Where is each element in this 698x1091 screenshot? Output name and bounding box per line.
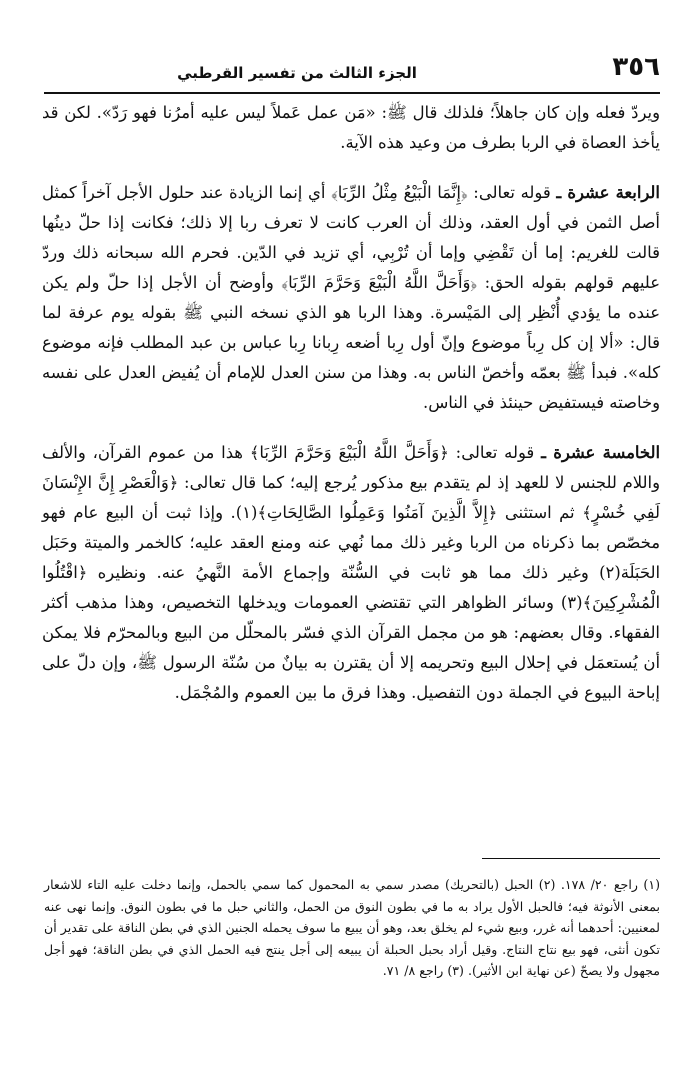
page-header: [44, 52, 660, 92]
footnote-separator: [482, 858, 660, 859]
paragraph-text: ويردّ فعله وإن كان جاهلاً؛ فلذلك قال ﷺ: «مَن عمل عَملاً ليس عليه أمرُنا فهو رَدّ». لكن قد يأخذ العصاة في الربا بطرف من وعيد هذه الآية.: [42, 103, 660, 152]
footnote: (١) راجع ٢٠/ ١٧٨. (٢) الحبل (بالتحريك) مصدر سمي به المحمول كما سمي بالحمل، وإنما دخلت عليه التاء للاشعار بمعنى الأنوثة فيه؛ فالحبل الأول يراد به ما في بطون النوق من الحمل، والثاني حبل ما في بطون النوق. وإنما نهى عنه لمعنيين: أحدهما أنه غرر، وبيع شيء لم يخلق بعد، وهو أن يبيع ما سوف يحمله الجنين الذي في بطن الناقة على تقدير أن تكون أنثى، فهو بيع نتاج النتاج. وقيل أراد بحبل الحبلة أن يبيعه إلى أجل ينتج فيه الحمل الذي في بطن الناقة؛ فهو أجل مجهول ولا يصحّ (عن نهاية ابن الأثير). (٣) راجع ٨/ ٧١.: [44, 877, 660, 979]
paragraph: [42, 98, 660, 158]
footnotes: [44, 874, 660, 982]
paragraph-text: قوله تعالى: ﴿إِنَّمَا الْبَيْعُ مِثْلُ الرِّبَا﴾ أي إنما الزيادة عند حلول الأجل آخراً كمثل أصل الثمن في أول العقد، وذلك أن العرب كانت لا تعرف ربا إلا ذلك؛ فكانت إذا حلّ دينُها قالت للغريم: إما أن تَقْضِي وإما أن تُرْبِي، أي تزيد في الدّين. فحرم الله سبحانه ذلك وردّ عليهم قولهم بقوله الحق: ﴿وَأَحَلَّ اللَّهُ الْبَيْعَ وَحَرَّمَ الرِّبَا﴾ وأوضح أن الأجل إذا حلّ ولم يكن عنده ما يؤدي أُنْظِر إلى المَيْسرة. وهذا الربا هو الذي نسخه النبي ﷺ بقوله يوم عرفة لما قال: «ألا إن كل رِباً موضوع وإنّ أول رِبا أضعه رِبانا رِبا عباس بن عبد المطلب فإنه موضوع كله». فبدأ ﷺ بعمّه وأخصّ الناس به. وهذا من سنن العدل للإمام أن يُفيض العدل على نفسه وخاصته فيستفيض حينئذ في الناس.: [42, 183, 660, 412]
paragraph: [42, 178, 660, 418]
paragraph-text: قوله تعالى: ﴿وَأَحَلَّ اللَّهُ الْبَيْعَ وَحَرَّمَ الرِّبَا﴾ هذا من عموم القرآن، والألف واللام للجنس لا للعهد إذ لم يتقدم بيع مذكور يُرجع إليه؛ كما قال تعالى: ﴿وَالْعَصْرِ إِنَّ الإِنْسَانَ لَفِي خُسْرٍ﴾ ثم استثنى ﴿إِلاَّ الَّذِينَ آمَنُوا وَعَمِلُوا الصَّالِحَاتِ﴾(١). وإذا ثبت أن البيع عام فهو مخصّص بما ذكرناه من الربا وغير ذلك مما نُهي عنه ومنع العقد عليه؛ كالخمر والميتة وحَبَل الحَبَلَة(٢) وغير ذلك مما هو ثابت في السُّنّة وإجماع الأمة النَّهيُ عنه. ونظيره ﴿اقْتُلُوا الْمُشْرِكِينَ﴾(٣) وسائر الظواهر التي تقتضي العمومات ويدخلها التخصيص، وهذا مذهب أكثر الفقهاء. وقال بعضهم: هو من مجمل القرآن الذي فسّر بالمحلّل من البيع وبالمحرّم فلا يمكن أن يُستعمَل في إحلال البيع وتحريمه إلا أن يقترن به بيانٌ من سُنّة الرسول ﷺ، وإن دلّ على إباحة البيوع في الجملة دون التفصيل. وهذا فرق ما بين العموم والمُجْمَل.: [42, 443, 660, 702]
main-text: [42, 98, 660, 730]
page-number: ٣٥٦: [612, 52, 660, 82]
paragraph: [42, 438, 660, 708]
running-title: الجزء الثالث من تفسير القرطبي: [177, 64, 417, 82]
section-heading: الرابعة عشرة ـ: [556, 183, 660, 202]
section-heading: الخامسة عشرة ـ: [541, 443, 660, 462]
header-rule: [44, 92, 660, 94]
